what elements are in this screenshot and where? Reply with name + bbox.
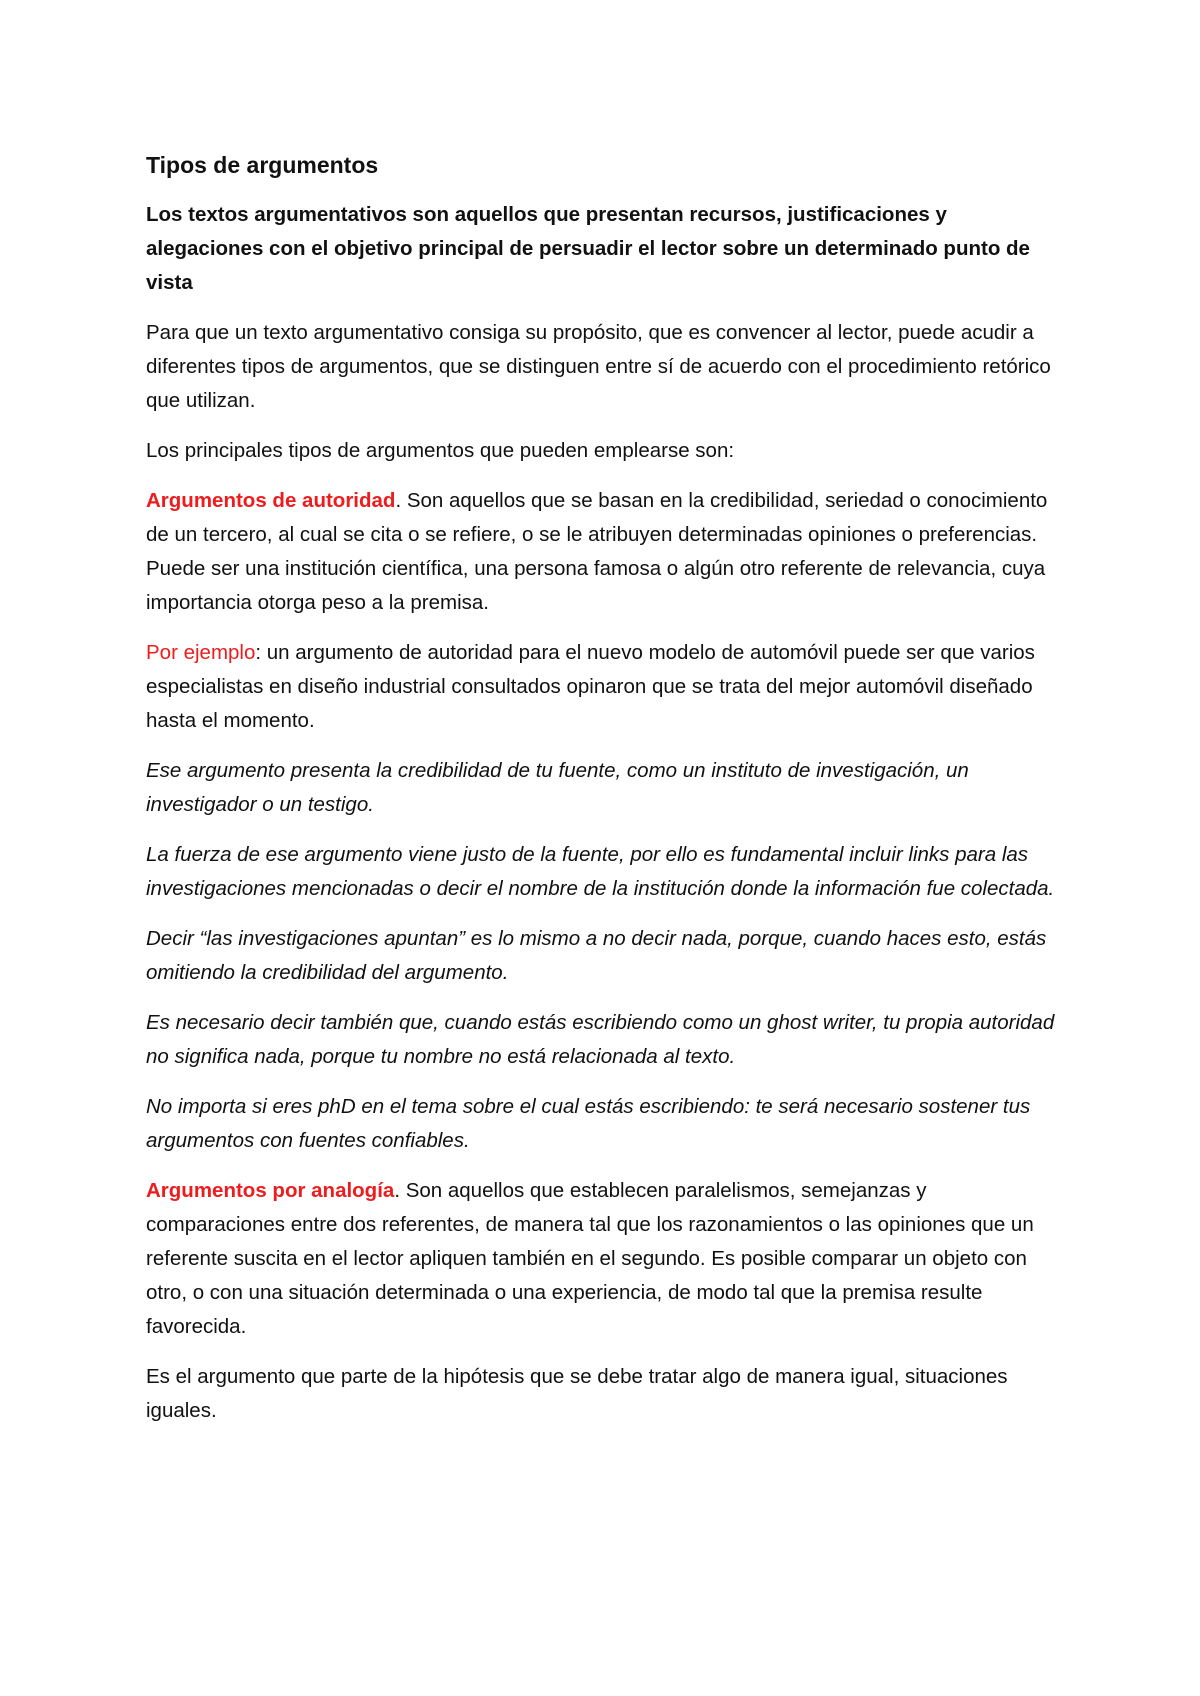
intro-paragraph: Los textos argumentativos son aquellos que presentan recursos, justificaciones y alegaciones con el objetivo principal de persuadir el lector sobre un determinado punto de vista	[146, 203, 1030, 294]
document-page	[146, 148, 1066, 1444]
paragraph-final: Es el argumento que parte de la hipótesis que se debe tratar algo de manera igual, situaciones iguales.	[146, 1365, 1008, 1422]
heading-analogia: Argumentos por analogía	[146, 1179, 395, 1202]
italic-paragraph-3: Decir “las investigaciones apuntan” es lo mismo a no decir nada, porque, cuando haces esto, estás omitiendo la credibilidad del argumento.	[146, 927, 1047, 984]
text-autoridad: . Son aquellos que se basan en la credibilidad, seriedad o conocimiento de un tercero, al cual se cita o se refiere, o se le atribuyen determinadas opiniones o preferencias. Puede ser una institución científica, una persona famosa o algún otro referente de relevancia, cuya importancia otorga peso a la premisa.	[146, 489, 1048, 614]
italic-paragraph-1: Ese argumento presenta la credibilidad de tu fuente, como un instituto de investigación, un investigador o un testigo.	[146, 759, 969, 816]
paragraph-ejemplo	[146, 636, 1066, 738]
paragraph-analogia	[146, 1174, 1066, 1344]
document-title: Tipos de argumentos	[146, 152, 379, 178]
label-ejemplo: Por ejemplo	[146, 641, 256, 664]
italic-paragraph-5: No importa si eres phD en el tema sobre el cual estás escribiendo: te será necesario sostener tus argumentos con fuentes confiables.	[146, 1095, 1031, 1152]
paragraph-types-intro: Los principales tipos de argumentos que pueden emplearse son:	[146, 439, 735, 462]
text-analogia: . Son aquellos que establecen paralelismos, semejanzas y comparaciones entre dos referentes, de manera tal que los razonamientos o las opiniones que un referente suscita en el lector apliquen también en el segundo. Es posible comparar un objeto con otro, o con una situación determinada o una experiencia, de modo tal que la premisa resulte favorecida.	[146, 1179, 1034, 1338]
italic-paragraph-4: Es necesario decir también que, cuando estás escribiendo como un ghost writer, tu propia autoridad no significa nada, porque tu nombre no está relacionada al texto.	[146, 1011, 1055, 1068]
text-ejemplo: : un argumento de autoridad para el nuevo modelo de automóvil puede ser que varios especialistas en diseño industrial consultados opinaron que se trata del mejor automóvil diseñado hasta el momento.	[146, 641, 1035, 732]
italic-paragraph-2: La fuerza de ese argumento viene justo de la fuente, por ello es fundamental incluir links para las investigaciones mencionadas o decir el nombre de la institución donde la información fue colectada.	[146, 843, 1055, 900]
paragraph-purpose: Para que un texto argumentativo consiga su propósito, que es convencer al lector, puede acudir a diferentes tipos de argumentos, que se distinguen entre sí de acuerdo con el procedimiento retórico que utilizan.	[146, 321, 1051, 412]
paragraph-autoridad	[146, 484, 1066, 620]
heading-autoridad: Argumentos de autoridad	[146, 489, 396, 512]
